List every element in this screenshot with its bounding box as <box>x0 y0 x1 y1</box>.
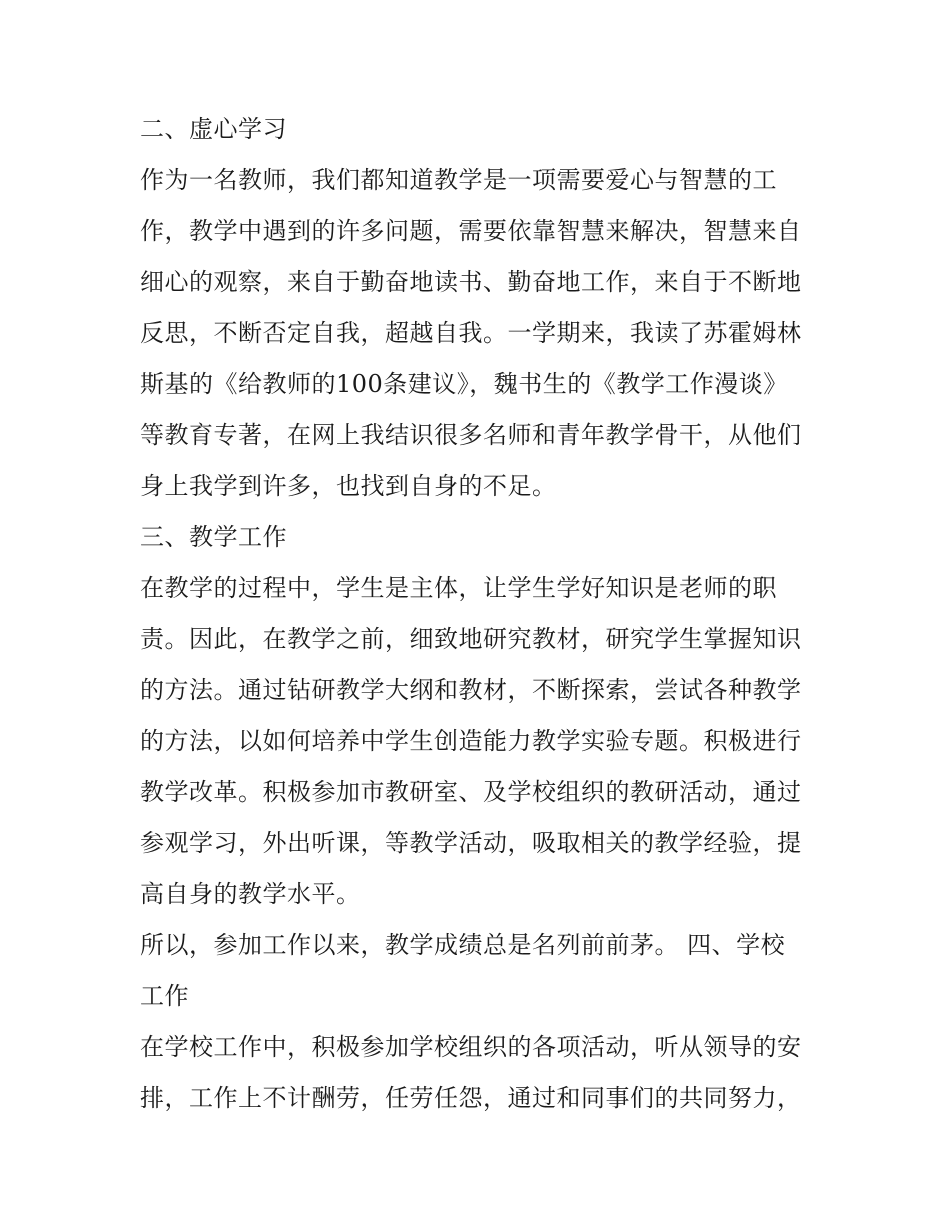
text-line: 等教育专著，在网上我结识很多名师和青年教学骨干，从他们 <box>140 421 802 449</box>
text-line: 工作 <box>140 982 189 1010</box>
text-line: 所以，参加工作以来，教学成绩总是名列前前茅。 四、学校 <box>140 931 786 959</box>
text-line: 教学改革。积极参加市教研室、及学校组织的教研活动，通过 <box>140 778 802 806</box>
text-line: 作为一名教师，我们都知道教学是一项需要爱心与智慧的工 <box>140 166 777 194</box>
text-line: 参观学习，外出听课，等教学活动，吸取相关的教学经验，提 <box>140 829 802 857</box>
text-line: 在教学的过程中，学生是主体，让学生学好知识是老师的职 <box>140 574 777 602</box>
document-body <box>140 104 820 1124</box>
text-line: 高自身的教学水平。 <box>140 880 361 908</box>
text-line: 责。因此，在教学之前，细致地研究教材，研究学生掌握知识 <box>140 625 802 653</box>
text-line: 身上我学到许多，也找到自身的不足。 <box>140 472 557 500</box>
text-line: 的方法。通过钻研教学大纲和教材，不断探索，尝试各种教学 <box>140 676 802 704</box>
section-heading: 三、教学工作 <box>140 523 287 551</box>
text-line: 的方法，以如何培养中学生创造能力教学实验专题。积极进行 <box>140 727 802 755</box>
text-line: 细心的观察，来自于勤奋地读书、勤奋地工作，来自于不断地 <box>140 268 802 296</box>
text-line: 排，工作上不计酬劳，任劳任怨，通过和同事们的共同努力， <box>140 1084 802 1112</box>
text-line: 反思，不断否定自我，超越自我。一学期来，我读了苏霍姆林 <box>140 319 802 347</box>
section-heading: 二、虚心学习 <box>140 115 287 143</box>
text-line: 在学校工作中，积极参加学校组织的各项活动，听从领导的安 <box>140 1033 802 1061</box>
text-line: 作，教学中遇到的许多问题，需要依靠智慧来解决，智慧来自 <box>140 217 802 245</box>
text-line: 斯基的《给教师的100条建议》，魏书生的《教学工作漫谈》 <box>140 370 788 398</box>
